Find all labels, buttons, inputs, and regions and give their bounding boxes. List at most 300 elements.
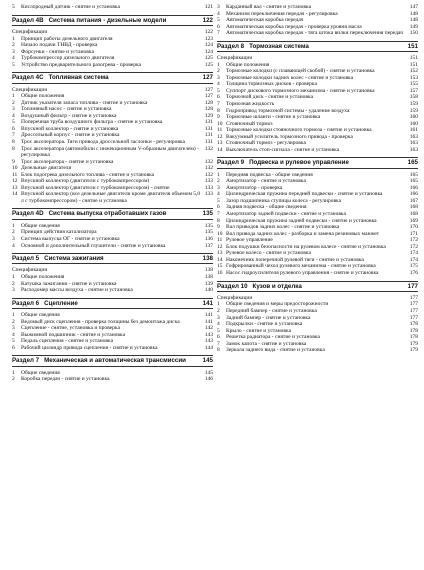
entry-page-number: 172 — [409, 237, 418, 244]
entry-page-number: 132 — [204, 165, 213, 172]
entry-page-number: 151 — [409, 55, 418, 62]
entry-title: Толщина тормозных дисков - проверка — [226, 81, 317, 88]
entry-number: 12 — [217, 133, 223, 140]
entry-page-number: 142 — [204, 325, 213, 332]
entry-page-number: 165 — [409, 178, 418, 185]
entry-number: 2 — [12, 229, 15, 236]
entry-title: Спецификации — [217, 55, 253, 62]
entry-number: 3 — [217, 4, 220, 10]
entry-page-number: 136 — [204, 235, 213, 242]
entry-title: Общие положения — [21, 274, 65, 281]
section-heading[interactable] — [217, 159, 418, 166]
entry-title: Тормозной диск - снятие и установка — [226, 94, 314, 101]
entry-number: 9 — [217, 114, 220, 121]
entry-number: 6 — [217, 334, 220, 341]
entry-title: Цилиндрическая пружина передней подвески - снятие и установка — [226, 191, 383, 198]
entry-title: Общие сведения — [21, 369, 60, 376]
entry-title: Расходомер массы воздуха - снятие и установка — [21, 287, 133, 294]
entry-page-number: 168 — [409, 211, 418, 218]
entry-title: Топливный насос - снятие и установка — [21, 106, 112, 113]
entry-page-number: 174 — [409, 256, 418, 263]
section-header — [217, 39, 418, 55]
entry-page-number: 135 — [204, 222, 213, 229]
entry-page-number: 148 — [409, 10, 418, 17]
entry-title: Впускной коллектор (все дизельные двигатели кроме двигателя объемом 5,0 л с турбокомпрессором) - снятие и установка — [21, 191, 201, 204]
section-heading[interactable] — [12, 17, 213, 24]
entry-number: 6 — [217, 94, 220, 101]
entry-page-number: 145 — [204, 369, 213, 376]
entry-page-number: 123 — [204, 35, 213, 42]
toc-entry[interactable] — [12, 376, 213, 383]
entry-page-number: 146 — [204, 376, 213, 383]
entry-number: 1 — [12, 35, 15, 42]
entry-page-number: 168 — [409, 204, 418, 211]
entry-title: Подкрылки - снятие и установка — [226, 321, 303, 328]
entry-title: Тормозные шланги - снятие и установка — [226, 114, 321, 121]
toc-entry[interactable] — [12, 345, 213, 352]
entry-page-number: 144 — [204, 344, 213, 351]
entry-page-number: 132 — [204, 145, 213, 152]
entry-page-number: 140 — [204, 287, 213, 294]
entry-title: Гидропривод тормозной системы - удаление воздуха — [226, 107, 350, 114]
entry-number: 10 — [12, 165, 18, 172]
entry-title: Педаль сцепления - снятие и установка — [21, 338, 114, 345]
entry-number: 11 — [12, 171, 18, 178]
entry-title: Система выпуска ОГ - снятие и установка — [21, 235, 120, 242]
section-divider — [12, 253, 213, 254]
entry-title: Автоматическая коробка передач — [226, 17, 304, 24]
section-number: Раздел 8 — [217, 42, 245, 50]
entry-page-number: 138 — [204, 267, 213, 274]
entry-page-number: 135 — [204, 229, 213, 236]
entry-title: Насос гидроусилителя рулевого управления - снятие и установка — [226, 269, 379, 276]
section-divider — [12, 366, 213, 367]
entry-title: Спецификации — [12, 28, 48, 35]
entry-page-number: 167 — [409, 197, 418, 204]
entry-title: Трос акселератора (автомобили с инжекционным V-образным двигателем) - регулировка — [21, 145, 199, 159]
section-header — [12, 251, 213, 267]
section-divider — [217, 41, 418, 42]
section-number: Раздел 10 — [217, 282, 248, 290]
entry-page-number: 143 — [204, 331, 213, 338]
entry-page-number: 161 — [409, 127, 418, 134]
entry-title: Автоматическая коробка передач - проверка уровня масла — [226, 23, 362, 30]
entry-page-number: 163 — [409, 133, 418, 140]
section-divider — [12, 219, 213, 220]
entry-title: Рабочий цилиндр привода сцепления - снятие и установка — [21, 344, 158, 351]
entry-number: 7 — [217, 211, 220, 218]
section-page-number: 122 — [202, 16, 213, 24]
entry-title: Амортизатор - снятие и установка — [226, 178, 306, 185]
entry-page-number: 163 — [409, 146, 418, 153]
section-title: Тормозная система — [249, 42, 309, 50]
entry-page-number: 128 — [204, 106, 213, 113]
entry-number: 11 — [217, 237, 223, 244]
toc-entry[interactable] — [12, 62, 213, 69]
entry-page-number: 178 — [409, 327, 418, 334]
section-divider — [12, 83, 213, 84]
section-title: Система зажигания — [44, 255, 104, 263]
entry-page-number: 133 — [204, 184, 213, 191]
toc-entry[interactable] — [217, 347, 418, 354]
entry-page-number: 143 — [204, 338, 213, 345]
entry-number: 1 — [12, 369, 15, 376]
entry-page-number: 166 — [409, 191, 418, 198]
entry-number: 5 — [217, 17, 220, 24]
entry-page-number: 177 — [409, 301, 418, 308]
entry-page-number: 178 — [409, 321, 418, 328]
entry-title: Блок подушки безопасности на рулевом колесе - снятие и установка — [226, 243, 386, 250]
entry-page-number: 131 — [204, 119, 213, 126]
section-header — [217, 279, 418, 295]
entry-page-number: 129 — [204, 112, 213, 119]
entry-page-number: 131 — [204, 132, 213, 139]
entry-number: 9 — [12, 158, 15, 165]
section-divider — [217, 291, 418, 292]
toc-entry[interactable] — [12, 191, 213, 204]
entry-number: 5 — [12, 4, 15, 10]
entry-number: 4 — [217, 10, 220, 17]
entry-number: 3 — [12, 287, 15, 294]
section-number: Раздел 4D — [12, 210, 44, 218]
entry-page-number: 151 — [409, 61, 418, 68]
entry-number: 15 — [217, 263, 223, 270]
entry-number: 3 — [12, 106, 15, 113]
entry-title: Спецификации — [12, 86, 48, 93]
entry-page-number: 165 — [409, 171, 418, 178]
entry-title: Замок капота - снятие и установка — [226, 340, 307, 347]
entry-page-number: 149 — [409, 23, 418, 30]
entry-number: 4 — [217, 321, 220, 328]
section-divider — [12, 72, 213, 73]
section-header — [12, 206, 213, 222]
entry-title: Цилиндрическая пружина задней подвески - снятие и установка — [226, 217, 377, 224]
section-page-number: 151 — [407, 42, 418, 50]
entry-title: Выключатель стоп-сигнала - снятие и установка — [226, 146, 340, 153]
section-title: Система питания - дизельные модели — [48, 16, 167, 24]
entry-title: Передняя подвеска - общие сведения — [226, 171, 313, 178]
entry-page-number: 178 — [409, 334, 418, 341]
entry-page-number: 177 — [409, 308, 418, 314]
entry-page-number: 125 — [204, 55, 213, 62]
section-divider — [12, 208, 213, 209]
section-title: Подвеска и рулевое управление — [249, 159, 349, 167]
entry-title: Вал привода задних колес - разборка и замена резиновых манжет — [226, 230, 380, 237]
entry-title: Решетка радиатора - снятие и установка — [226, 334, 320, 341]
entry-title: Выжимной подшипник - снятие и установка — [21, 331, 126, 338]
entry-title: Принцип действия катализатора — [21, 229, 97, 236]
section-heading[interactable] — [12, 210, 213, 217]
entry-number: 2 — [12, 42, 15, 49]
entry-title: Карданный вал - снятие и установка — [226, 4, 312, 10]
entry-title: Рулевое колесо - снятие и установка — [226, 250, 311, 257]
section-page-number: 135 — [202, 210, 213, 218]
entry-title: Тормозные колодки (с плавающей скобой) - снятие и установка — [226, 68, 375, 75]
entry-page-number: 177 — [409, 294, 418, 301]
section-heading[interactable] — [217, 283, 418, 290]
entry-number: 13 — [217, 250, 223, 257]
entry-number: 8 — [217, 217, 220, 224]
entry-number: 14 — [12, 191, 18, 198]
entry-page-number: 166 — [409, 184, 418, 191]
entry-page-number: 141 — [204, 318, 213, 325]
section-number: Раздел 4В — [12, 16, 44, 24]
section-divider — [12, 25, 213, 26]
entry-page-number: 137 — [204, 242, 213, 249]
section-header — [217, 155, 418, 171]
section-page-number: 127 — [202, 74, 213, 82]
entry-page-number: 179 — [409, 347, 418, 354]
entry-title: Автоматическая коробка передач - тяга штока вилки переключения передач — [226, 30, 404, 37]
entry-number: 1 — [12, 312, 15, 319]
section-page-number: 138 — [202, 255, 213, 263]
section-heading[interactable] — [217, 43, 418, 50]
toc-left-column — [12, 4, 213, 566]
entry-page-number: 170 — [409, 224, 418, 231]
entry-number: 2 — [217, 308, 220, 314]
entry-page-number: 159 — [409, 107, 418, 114]
entry-page-number: 122 — [204, 28, 213, 35]
entry-number: 4 — [217, 191, 220, 198]
entry-number: 3 — [12, 325, 15, 332]
entry-number: 1 — [12, 274, 15, 281]
entry-title: Впускной коллектор (двигатели с турбокомпрессором) — [21, 178, 150, 185]
section-heading[interactable] — [12, 300, 213, 307]
entry-title: Зеркала заднего вида - снятие и установка — [226, 347, 325, 354]
entry-title: Крыло - снятие и установка — [226, 327, 292, 334]
entry-number: 8 — [217, 107, 220, 114]
entry-number: 6 — [12, 125, 15, 132]
entry-page-number: 160 — [409, 114, 418, 121]
entry-title: Трос акселератора - снятие и установка — [21, 158, 114, 165]
entry-number: 5 — [217, 327, 220, 334]
toc-entry[interactable] — [12, 243, 213, 250]
entry-title: Гофрированный чехол рулевого механизма - снятие и установка — [226, 263, 376, 270]
entry-number: 1 — [12, 93, 15, 100]
entry-title: Общие сведения и меры предосторожности — [226, 301, 329, 308]
section-title: Сцепление — [44, 299, 78, 307]
entry-page-number: 175 — [409, 263, 418, 270]
entry-number: 12 — [217, 243, 223, 250]
entry-number: 7 — [217, 100, 220, 107]
entry-title: Принцип работы дизельного двигателя — [21, 35, 113, 42]
entry-title: Амортизатор задней подвески - снятие и установка — [226, 211, 346, 218]
entry-page-number: 147 — [409, 4, 418, 10]
section-header — [12, 353, 213, 369]
entry-title: Начало подачи ТНВД - проверка — [21, 42, 98, 49]
entry-page-number: 128 — [204, 99, 213, 106]
entry-page-number: 179 — [409, 340, 418, 347]
section-divider — [12, 308, 213, 309]
entry-number: 7 — [217, 340, 220, 347]
entry-number: 4 — [12, 112, 15, 119]
entry-title: Дизельные двигатели — [21, 165, 72, 172]
entry-page-number: 169 — [409, 217, 418, 224]
section-number: Раздел 9 — [217, 159, 245, 167]
toc-entry[interactable] — [12, 287, 213, 294]
entry-number: 11 — [217, 127, 223, 134]
entry-number: 5 — [217, 87, 220, 94]
entry-number: 10 — [217, 120, 223, 127]
entry-title: Поперечная труба воздушного фильтра - снятие и установка — [21, 119, 163, 126]
entry-title: Катушка зажигания - снятие и установка — [21, 280, 117, 287]
entry-number: 4 — [12, 331, 15, 338]
section-divider — [12, 263, 213, 264]
entry-title: Стояночный тормоз - регулировка — [226, 140, 306, 147]
section-divider — [217, 157, 418, 158]
entry-page-number: 139 — [204, 280, 213, 287]
entry-title: Суппорт дискового тормозного механизма - снятие и установка — [226, 87, 375, 94]
entry-page-number: 132 — [204, 158, 213, 165]
entry-number: 10 — [217, 230, 223, 237]
entry-number: 6 — [217, 204, 220, 211]
toc-entry[interactable] — [217, 30, 418, 37]
entry-page-number: 155 — [409, 81, 418, 88]
entry-title: Блок подогрева дизельного топлива - снятие и установка — [21, 171, 155, 178]
entry-title: Основной и дополнительный глушители - снятие и установка — [21, 242, 166, 249]
entry-number: 2 — [12, 376, 15, 383]
entry-number: 4 — [217, 81, 220, 88]
entry-title: Зазор подшипника ступицы колеса - регулировка — [226, 197, 342, 204]
entry-title: Дроссельный корпус - снятие и установка — [21, 132, 120, 139]
section-number: Раздел 6 — [12, 299, 40, 307]
entry-title: Турбокомпрессор дизельного двигателя — [21, 55, 115, 62]
entry-title: Общие сведения — [21, 312, 60, 319]
entry-title: Тормозные колодки задних колес - снятие и установка — [226, 74, 354, 81]
entry-page-number: 127 — [204, 86, 213, 93]
entry-page-number: 132 — [204, 171, 213, 178]
entry-title: Кислородный датчик - снятие и установка — [21, 4, 120, 10]
entry-number: 2 — [12, 280, 15, 287]
entry-number: 9 — [217, 224, 220, 231]
section-page-number: 177 — [407, 282, 418, 290]
entry-page-number: 176 — [409, 269, 418, 276]
toc-entry[interactable] — [217, 270, 418, 277]
section-title: Механическая и автоматическая трансмиссии — [44, 357, 186, 365]
entry-page-number: 172 — [409, 243, 418, 250]
entry-number: 8 — [12, 145, 15, 152]
entry-page-number: 158 — [409, 94, 418, 101]
entry-number: 1 — [217, 171, 220, 178]
entry-title: Устройство предварительного разогрева - проверка — [21, 61, 141, 68]
entry-page-number: 131 — [204, 125, 213, 132]
entry-number: 8 — [217, 347, 220, 354]
section-header — [12, 13, 213, 29]
entry-title: Тормозная жидкость — [226, 100, 275, 107]
entry-number: 13 — [217, 140, 223, 147]
entry-page-number: 159 — [409, 100, 418, 107]
entry-number: 13 — [12, 184, 18, 191]
toc-entry[interactable] — [12, 146, 213, 159]
entry-title: Передний бампер - снятие и установка — [226, 308, 317, 314]
section-divider — [12, 298, 213, 299]
entry-title: Общие положения — [21, 93, 65, 100]
section-number: Раздел 7 — [12, 357, 40, 365]
entry-page-number: 138 — [204, 274, 213, 281]
entry-page-number: 174 — [409, 250, 418, 257]
section-number: Раздел 5 — [12, 255, 40, 263]
entry-title: Спецификации — [12, 267, 48, 274]
entry-title: Вакуумный усилитель тормозного привода - проверка — [226, 133, 353, 140]
section-heading[interactable] — [12, 357, 213, 364]
entry-number: 3 — [217, 314, 220, 321]
entry-page-number: 133 — [204, 191, 213, 198]
entry-page-number: 141 — [204, 312, 213, 319]
entry-page-number: 150 — [409, 30, 418, 37]
section-header — [12, 70, 213, 86]
entry-title: Задний бампер - снятие и установка — [226, 314, 311, 321]
entry-title: Вал приводов задних колес - снятие и установка — [226, 224, 340, 231]
section-divider — [217, 168, 418, 169]
entry-title: Коробка передач - снятие и установка — [21, 376, 110, 383]
entry-title: Наконечник поперечной рулевой тяги - снятие и установка — [226, 256, 364, 263]
entry-number: 14 — [217, 146, 223, 153]
section-divider — [217, 51, 418, 52]
entry-number: 16 — [217, 269, 223, 276]
entry-number: 5 — [12, 61, 15, 68]
entry-title: Задняя подвеска - общие сведения — [226, 204, 307, 211]
entry-number: 8 — [12, 139, 15, 146]
entry-number: 4 — [12, 55, 15, 62]
entry-title: Впускной коллектор (двигатели с турбокомпрессором) - снятие — [21, 184, 170, 191]
entry-number: 2 — [12, 318, 15, 325]
entry-title: Трос акселератора. Тяги привода дроссельной заслонки - регулировка — [21, 139, 185, 146]
section-title: Топливная система — [48, 74, 109, 82]
section-divider — [12, 15, 213, 16]
entry-page-number: 121 — [204, 4, 213, 10]
entry-page-number: 177 — [409, 314, 418, 321]
toc-right-column — [217, 4, 418, 566]
entry-number: 6 — [217, 23, 220, 30]
toc-entry[interactable] — [217, 147, 418, 154]
entry-number: 5 — [217, 197, 220, 204]
entry-title: Амортизатор - проверка — [226, 184, 283, 191]
entry-page-number: 124 — [204, 48, 213, 55]
entry-page-number: 163 — [409, 140, 418, 147]
entry-title: Общие положения — [226, 61, 270, 68]
toc-entry[interactable] — [12, 4, 213, 11]
entry-number: 3 — [12, 48, 15, 55]
section-title: Кузов и отделка — [252, 282, 302, 290]
entry-title: Сцепление - снятие, установка и проверка — [21, 325, 120, 332]
entry-title: Датчик указателя запаса топлива - снятие и установка — [21, 99, 148, 106]
section-divider — [12, 355, 213, 356]
entry-number: 2 — [217, 68, 220, 75]
entry-title: Стояночный тормоз — [226, 120, 273, 127]
entry-title: Ведомый диск сцепления - проверка толщины без демонтажа диска — [21, 318, 180, 325]
entry-page-number: 153 — [409, 74, 418, 81]
entry-page-number: 152 — [409, 68, 418, 75]
entry-number: 7 — [217, 30, 220, 37]
section-divider — [217, 281, 418, 282]
entry-title: Общие сведения — [21, 222, 60, 229]
entry-page-number: 148 — [409, 17, 418, 24]
entry-number: 1 — [12, 222, 15, 229]
entry-title: Рулевое управление — [226, 237, 273, 244]
section-title: Система выпуска отработавших газов — [48, 210, 167, 218]
section-heading[interactable] — [12, 255, 213, 262]
entry-page-number: 171 — [409, 230, 418, 237]
entry-number: 14 — [217, 256, 223, 263]
entry-title: Спецификации — [217, 294, 253, 301]
entry-number: 7 — [12, 132, 15, 139]
entry-title: Тормозные колодки стояночного тормоза - снятие и установка — [226, 127, 372, 134]
section-page-number: 141 — [202, 299, 213, 307]
entry-page-number: 125 — [204, 61, 213, 68]
entry-title: Впускной коллектор - снятие и установка — [21, 125, 119, 132]
section-heading[interactable] — [12, 74, 213, 81]
entry-number: 3 — [217, 74, 220, 81]
